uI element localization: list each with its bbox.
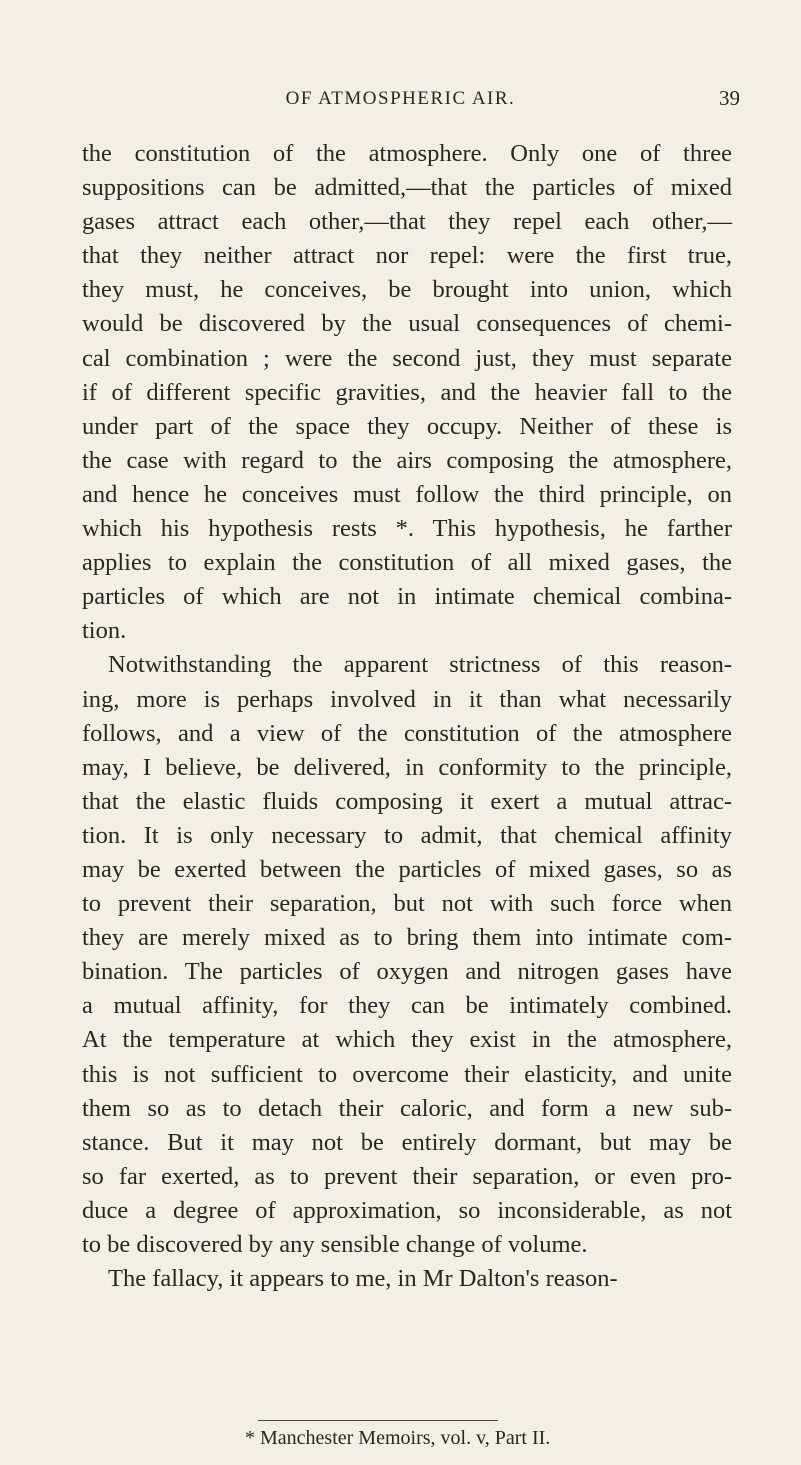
page-header	[0, 82, 801, 118]
text-line: the constitution of the atmosphere. Only one of three	[82, 140, 732, 167]
running-head: OF ATMOSPHERIC AIR.	[285, 88, 516, 109]
text-line: stance. But it may not be entirely dormant, but may be	[82, 1128, 732, 1156]
text-line: if of different specific gravities, and the heavier fall to the	[82, 378, 732, 406]
text-line: this is not sufficient to overcome their elasticity, and unite	[82, 1060, 732, 1088]
text-line: a mutual affinity, for they can be intimately combined.	[82, 992, 732, 1020]
text-line: so far exerted, as to prevent their separation, or even pro-	[82, 1162, 732, 1190]
text-line: duce a degree of approximation, so inconsiderable, as not	[82, 1196, 732, 1224]
text-line: tion.	[82, 617, 127, 645]
text-line: may, I believe, be delivered, in conformity to the principle,	[82, 753, 732, 781]
body-text	[82, 137, 732, 1296]
footnote-rule	[258, 1420, 498, 1421]
text-line: would be discovered by the usual consequences of chemi-	[82, 310, 732, 338]
text-line: may be exerted between the particles of mixed gases, so as	[82, 855, 732, 883]
text-line: to be discovered by any sensible change of volume.	[82, 1231, 588, 1258]
text-line: particles of which are not in intimate chemical combina-	[82, 583, 732, 611]
text-line: they must, he conceives, be brought into union, which	[82, 276, 732, 304]
text-line: gases attract each other,—that they repel each other,—	[82, 208, 732, 236]
text-line: that the elastic fluids composing it exert a mutual attrac-	[82, 787, 732, 815]
text-line: under part of the space they occupy. Neither of these is	[82, 412, 732, 440]
text-line: The fallacy, it appears to me, in Mr Dalton's reason-	[108, 1265, 618, 1293]
text-line: cal combination ; were the second just, they must separate	[82, 344, 732, 372]
text-line: which his hypothesis rests *. This hypothesis, he farther	[82, 515, 732, 543]
text-line: At the temperature at which they exist in the atmosphere,	[82, 1026, 732, 1054]
text-line: them so as to detach their caloric, and form a new sub-	[82, 1094, 732, 1122]
text-line: applies to explain the constitution of all mixed gases, the	[82, 549, 732, 577]
text-line: Notwithstanding the apparent strictness of this reason-	[108, 651, 732, 679]
page-number: 39	[719, 86, 740, 110]
text-line: that they neither attract nor repel: were the first true,	[82, 242, 732, 270]
text-line: suppositions can be admitted,—that the particles of mixed	[82, 174, 732, 202]
text-line: follows, and a view of the constitution of the atmosphere	[82, 719, 732, 747]
text-line: bination. The particles of oxygen and nitrogen gases have	[82, 958, 732, 986]
text-line: tion. It is only necessary to admit, that chemical affinity	[82, 821, 732, 849]
text-line: they are merely mixed as to bring them into intimate com-	[82, 924, 732, 952]
footnote: * Manchester Memoirs, vol. v, Part II.	[245, 1427, 551, 1449]
text-line: ing, more is perhaps involved in it than what necessarily	[82, 685, 732, 713]
text-line: to prevent their separation, but not with such force when	[82, 890, 732, 918]
text-line: the case with regard to the airs composing the atmosphere,	[82, 446, 732, 474]
text-line: and hence he conceives must follow the third principle, on	[82, 480, 732, 508]
